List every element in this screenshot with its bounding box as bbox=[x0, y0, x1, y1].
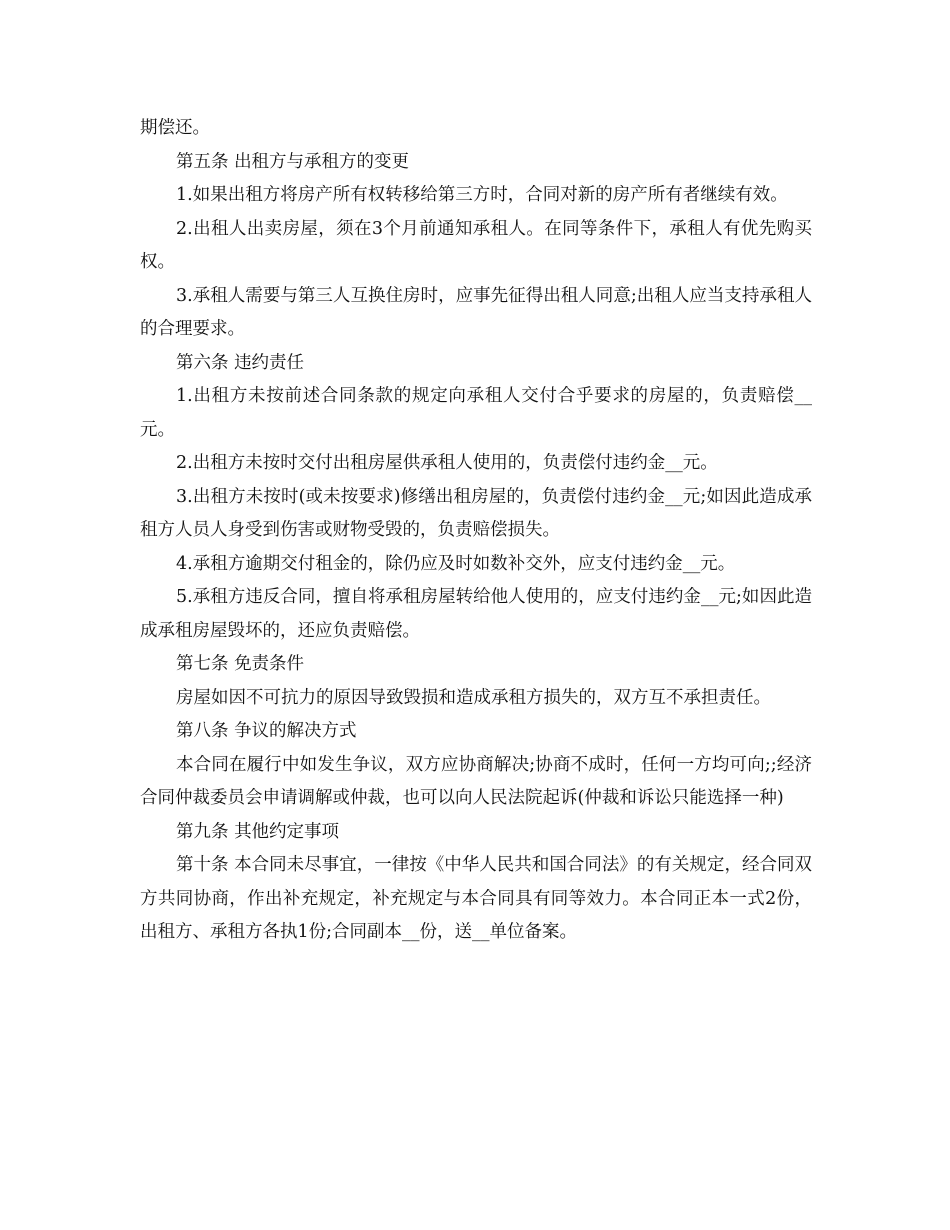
clause-5-3: 3.承租人需要与第三人互换住房时，应事先征得出租人同意;出租人应当支持承租人的合理要求。 bbox=[140, 285, 812, 339]
clause-7-body: 房屋如因不可抗力的原因导致毁损和造成承租方损失的，双方互不承担责任。 bbox=[176, 687, 771, 708]
clause-8-body: 本合同在履行中如发生争议，双方应协商解决;协商不成时，任何一方均可向;;经济合同仲裁委员会申请调解或仲裁，也可以向人民法院起诉(仲裁和诉讼只能选择一种) bbox=[140, 754, 812, 808]
clause-6-5: 5.承租方违反合同，擅自将承租房屋转给他人使用的，应支付违约金__元;如因此造成承租房屋毁坏的，还应负责赔偿。 bbox=[140, 587, 812, 641]
clause-6-3: 3.出租方未按时(或未按要求)修缮出租房屋的，负责偿付违约金__元;如因此造成承租方人员人身受到伤害或财物受毁的，负责赔偿损失。 bbox=[140, 486, 812, 540]
section-heading-article-6: 第六条 违约责任 bbox=[176, 352, 305, 373]
section-heading-article-8: 第八条 争议的解决方式 bbox=[176, 721, 357, 741]
clause-6-2: 2.出租方未按时交付出租房屋供承租人使用的，负责偿付违约金__元。 bbox=[176, 453, 718, 473]
clause-5-2: 2.出租人出卖房屋，须在3个月前通知承租人。在同等条件下，承租人有优先购买权。 bbox=[140, 218, 812, 272]
clause-6-1: 1.出租方未按前述合同条款的规定向承租人交付合乎要求的房屋的，负责赔偿__元。 bbox=[140, 386, 812, 440]
clause-10-body: 第十条 本合同未尽事宜，一律按《中华人民共和国合同法》的有关规定，经合同双方共同协商，作出补充规定，补充规定与本合同具有同等效力。本合同正本一式2份，出租方、承租方各执1份;合同副本__份，送__单位备案。 bbox=[140, 855, 812, 942]
clause-6-4: 4.承租方逾期交付租金的，除仍应及时如数补交外，应支付违约金__元。 bbox=[176, 553, 736, 574]
section-heading-article-5: 第五条 出租方与承租方的变更 bbox=[176, 151, 410, 172]
section-heading-article-9: 第九条 其他约定事项 bbox=[176, 821, 340, 842]
paragraph-continuation: 期偿还。 bbox=[140, 118, 210, 138]
document-body bbox=[140, 112, 812, 950]
section-heading-article-7: 第七条 免责条件 bbox=[176, 654, 305, 674]
clause-5-1: 1.如果出租方将房产所有权转移给第三方时，合同对新的房产所有者继续有效。 bbox=[176, 185, 788, 205]
